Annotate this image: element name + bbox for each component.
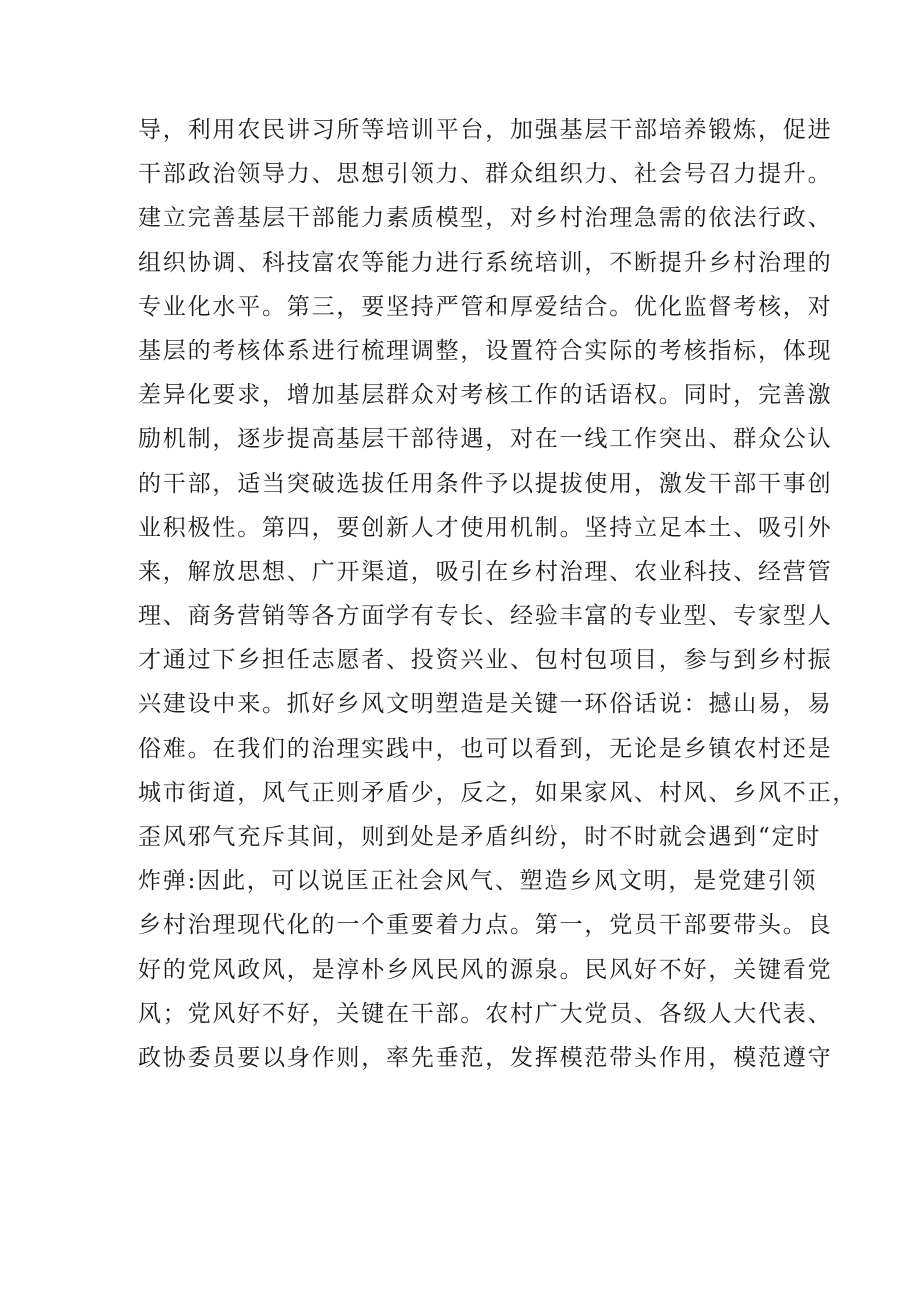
text-line: 理、商务营销等各方面学有专长、经验丰富的专业型、专家型人 — [138, 603, 833, 630]
text-line: 的干部，适当突破选拔任用条件予以提拔使用，激发干部干事创 — [138, 470, 833, 497]
text-line: 导，利用农民讲习所等培训平台，加强基层干部培养锻炼，促进 — [138, 117, 833, 143]
text-line: 业积极性。第四，要创新人才使用机制。坚持立足本土、吸引外 — [138, 514, 833, 541]
text-line: 政协委员要以身作则，率先垂范，发挥模范带头作用，模范遵守 — [138, 1044, 833, 1071]
text-line: 才通过下乡担任志愿者、投资兴业、包村包项目，参与到乡村振 — [138, 647, 833, 674]
text-line: 组织协调、科技富农等能力进行系统培训，不断提升乡村治理的 — [138, 249, 833, 276]
text-line: 风；党风好不好，关键在干部。农村广大党员、各级人大代表、 — [138, 1000, 833, 1027]
text-line: 差异化要求，增加基层群众对考核工作的话语权。同时，完善激 — [138, 382, 833, 409]
text-line: 城市街道，风气正则矛盾少，反之，如果家风、村风、乡风不正， — [138, 779, 858, 806]
text-line: 专业化水平。第三，要坚持严管和厚爱结合。优化监督考核，对 — [138, 293, 833, 320]
text-line: 干部政治领导力、思想引领力、群众组织力、社会号召力提升。 — [138, 161, 833, 188]
text-line: 好的党风政风，是淳朴乡风民风的源泉。民风好不好，关键看党 — [138, 956, 833, 983]
text-line: 歪风邪气充斥其间，则到处是矛盾纠纷，时不时就会遇到“定时 — [138, 824, 822, 850]
text-line: 基层的考核体系进行梳理调整，设置符合实际的考核指标，体现 — [138, 337, 833, 364]
text-line: 乡村治理现代化的一个重要着力点。第一，党员干部要带头。良 — [138, 912, 833, 939]
text-line: 来，解放思想、广开渠道，吸引在乡村治理、农业科技、经营管 — [138, 558, 833, 585]
text-line: 建立完善基层干部能力素质模型，对乡村治理急需的依法行政、 — [138, 205, 833, 232]
text-line: 励机制，逐步提高基层干部待遇，对在一线工作突出、群众公认 — [138, 426, 833, 453]
text-line: 兴建设中来。抓好乡风文明塑造是关键一环俗话说：撼山易，易 — [138, 691, 833, 718]
text-line: 俗难。在我们的治理实践中，也可以看到，无论是乡镇农村还是 — [138, 735, 833, 762]
body-text — [138, 108, 858, 1080]
text-line: 炸弹:因此，可以说匡正社会风气、塑造乡风文明，是党建引领 — [138, 868, 818, 895]
